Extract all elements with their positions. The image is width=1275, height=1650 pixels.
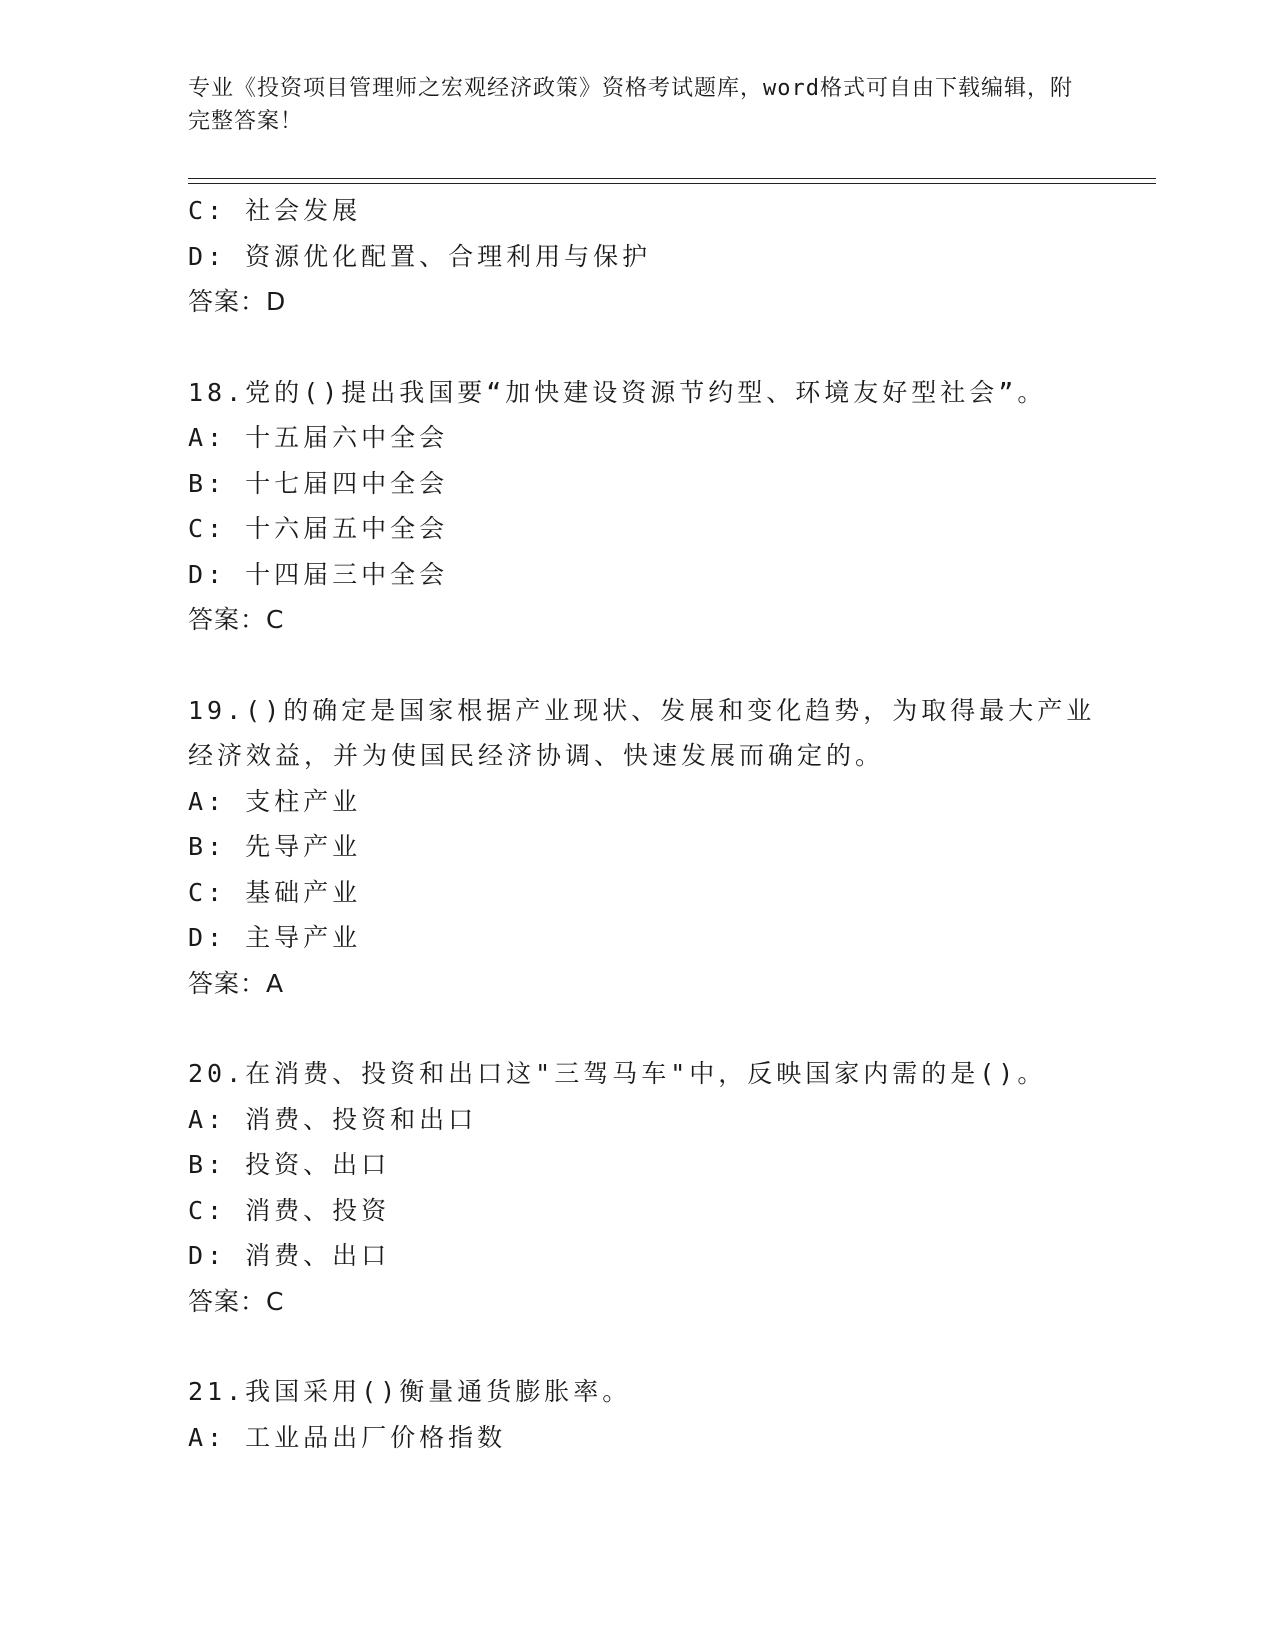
option-c: C: 基础产业	[188, 877, 362, 907]
question-21	[188, 1369, 1088, 1460]
option-a: A: 消费、投资和出口	[188, 1104, 478, 1134]
question-19	[188, 688, 1096, 1007]
answer-line: 答案：A	[188, 968, 285, 998]
answer-line: 答案：C	[188, 605, 285, 634]
header-rule-bottom	[188, 183, 1156, 184]
option-d: D: 十四届三中全会	[188, 559, 449, 589]
question-18	[188, 370, 1088, 643]
option-c: C: 十六届五中全会	[188, 514, 449, 543]
question-content	[188, 188, 1096, 1460]
option-a: A: 工业品出厂价格指数	[188, 1422, 507, 1452]
answer-line: 答案：D	[188, 287, 287, 316]
question-stem: 18.党的()提出我国要“加快建设资源节约型、环境友好型社会”。	[188, 377, 1047, 407]
question-20	[188, 1051, 1088, 1324]
option-c: C: 社会发展	[188, 196, 362, 225]
answer-line: 答案：C	[188, 1286, 285, 1316]
question-stem: 20.在消费、投资和出口这"三驾马车"中，反映国家内需的是()。	[188, 1059, 1047, 1088]
question-stem-line-2: 经济效益，并为使国民经济协调、快速发展而确定的。	[188, 741, 885, 770]
option-b: B: 先导产业	[188, 832, 362, 861]
document-header: 专业《投资项目管理师之宏观经济政策》资格考试题库，word格式可自由下载编辑，附完整答案！	[188, 76, 1073, 134]
question-17	[188, 188, 1088, 325]
question-stem-line-1: 19.()的确定是国家根据产业现状、发展和变化趋势，为取得最大产业	[188, 695, 1096, 725]
option-b: B: 十七届四中全会	[188, 468, 449, 498]
option-d: D: 资源优化配置、合理利用与保护	[188, 241, 652, 271]
option-a: A: 十五届六中全会	[188, 423, 449, 452]
question-stem: 21.我国采用()衡量通货膨胀率。	[188, 1377, 632, 1406]
option-c: C: 消费、投资	[188, 1195, 391, 1225]
header-rule-top	[188, 178, 1156, 179]
option-b: B: 投资、出口	[188, 1150, 391, 1179]
option-a: A: 支柱产业	[188, 786, 362, 816]
option-d: D: 消费、出口	[188, 1241, 391, 1270]
option-d: D: 主导产业	[188, 923, 362, 952]
